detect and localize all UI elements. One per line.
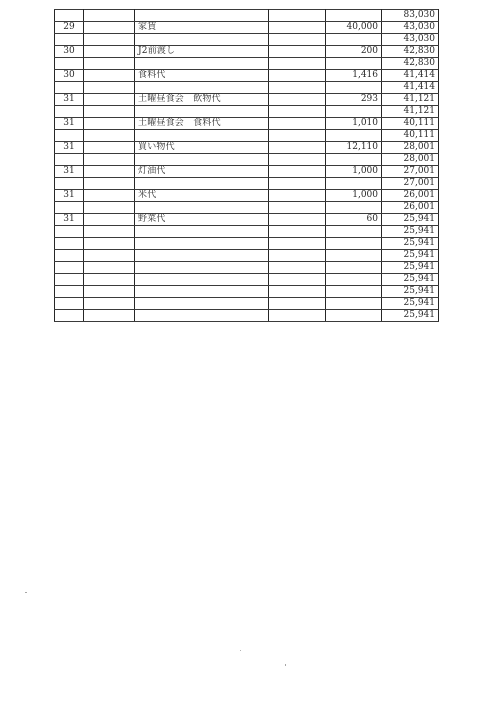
ledger-blank-cell	[269, 106, 326, 118]
ledger-blank-cell	[84, 226, 135, 238]
ledger-row	[55, 106, 439, 118]
ledger-balance-cell: 25,941	[382, 298, 439, 310]
ledger-date-cell: 31	[55, 166, 84, 178]
ledger-blank-cell	[84, 70, 135, 82]
ledger-date-cell	[55, 154, 84, 166]
ledger-amount-cell	[326, 262, 382, 274]
ledger-amount-cell: 60	[326, 214, 382, 226]
ledger-date-cell: 31	[55, 118, 84, 130]
ledger-balance-cell: 26,001	[382, 202, 439, 214]
ledger-amount-cell	[326, 298, 382, 310]
ledger-amount-cell	[326, 226, 382, 238]
ledger-amount-cell: 12,110	[326, 142, 382, 154]
ledger-row	[55, 46, 439, 58]
ledger-row	[55, 22, 439, 34]
ledger-description-cell	[135, 178, 269, 190]
ledger-blank-cell	[84, 82, 135, 94]
ledger-blank-cell	[84, 274, 135, 286]
ledger-date-cell: 31	[55, 142, 84, 154]
ledger-blank-cell	[269, 82, 326, 94]
ledger-blank-cell	[84, 154, 135, 166]
ledger-blank-cell	[84, 214, 135, 226]
ledger-amount-cell: 293	[326, 94, 382, 106]
ledger-row	[55, 70, 439, 82]
ledger-blank-cell	[269, 262, 326, 274]
ledger-blank-cell	[269, 238, 326, 250]
ledger-description-cell: 米代	[135, 190, 269, 202]
ledger-date-cell	[55, 34, 84, 46]
ledger-date-cell	[55, 10, 84, 22]
ledger-amount-cell	[326, 58, 382, 70]
ledger-blank-cell	[269, 166, 326, 178]
ledger-date-cell	[55, 178, 84, 190]
ledger-amount-cell: 1,010	[326, 118, 382, 130]
ledger-row	[55, 94, 439, 106]
ledger-description-cell	[135, 34, 269, 46]
ledger-balance-cell: 25,941	[382, 286, 439, 298]
ledger-description-cell: 食料代	[135, 70, 269, 82]
ledger-row	[55, 178, 439, 190]
ledger-table	[54, 9, 439, 322]
ledger-row	[55, 82, 439, 94]
ledger-date-cell: 31	[55, 94, 84, 106]
ledger-amount-cell	[326, 10, 382, 22]
ledger-row	[55, 310, 439, 322]
ledger-blank-cell	[84, 298, 135, 310]
ledger-row	[55, 10, 439, 22]
ledger-description-cell: 野菜代	[135, 214, 269, 226]
ledger-blank-cell	[269, 178, 326, 190]
ledger-description-cell	[135, 106, 269, 118]
ledger-blank-cell	[269, 118, 326, 130]
ledger-amount-cell	[326, 202, 382, 214]
ledger-row	[55, 298, 439, 310]
ledger-description-cell	[135, 250, 269, 262]
ledger-row	[55, 154, 439, 166]
ledger-blank-cell	[269, 10, 326, 22]
ledger-blank-cell	[269, 46, 326, 58]
ledger-date-cell: 31	[55, 190, 84, 202]
ledger-balance-cell: 41,121	[382, 94, 439, 106]
scan-speck	[240, 650, 241, 651]
ledger-blank-cell	[269, 310, 326, 322]
ledger-amount-cell	[326, 250, 382, 262]
ledger-blank-cell	[84, 94, 135, 106]
ledger-balance-cell: 43,030	[382, 22, 439, 34]
ledger-amount-cell: 1,000	[326, 166, 382, 178]
ledger-blank-cell	[269, 286, 326, 298]
ledger-description-cell	[135, 274, 269, 286]
ledger-amount-cell: 40,000	[326, 22, 382, 34]
ledger-balance-cell: 28,001	[382, 142, 439, 154]
ledger-row	[55, 238, 439, 250]
ledger-amount-cell	[326, 178, 382, 190]
ledger-balance-cell: 40,111	[382, 118, 439, 130]
ledger-row	[55, 118, 439, 130]
ledger-balance-cell: 41,414	[382, 70, 439, 82]
ledger-date-cell: 31	[55, 214, 84, 226]
ledger-description-cell: 土曜昼食会 飲物代	[135, 94, 269, 106]
scan-speck	[25, 592, 27, 593]
ledger-date-cell	[55, 130, 84, 142]
ledger-blank-cell	[269, 214, 326, 226]
ledger-balance-cell: 27,001	[382, 166, 439, 178]
ledger-blank-cell	[84, 178, 135, 190]
ledger-balance-cell: 42,830	[382, 58, 439, 70]
ledger-blank-cell	[84, 130, 135, 142]
ledger-body	[55, 10, 439, 322]
ledger-description-cell	[135, 130, 269, 142]
ledger-date-cell: 30	[55, 70, 84, 82]
ledger-amount-cell	[326, 82, 382, 94]
ledger-date-cell: 29	[55, 22, 84, 34]
ledger-date-cell	[55, 226, 84, 238]
ledger-balance-cell: 43,030	[382, 34, 439, 46]
ledger-row	[55, 142, 439, 154]
ledger-amount-cell	[326, 286, 382, 298]
ledger-amount-cell	[326, 238, 382, 250]
ledger-blank-cell	[269, 274, 326, 286]
ledger-amount-cell	[326, 274, 382, 286]
ledger-blank-cell	[269, 70, 326, 82]
ledger-amount-cell: 1,416	[326, 70, 382, 82]
ledger-blank-cell	[269, 298, 326, 310]
ledger-blank-cell	[84, 166, 135, 178]
ledger-date-cell: 30	[55, 46, 84, 58]
ledger-row	[55, 286, 439, 298]
ledger-balance-cell: 26,001	[382, 190, 439, 202]
ledger-date-cell	[55, 202, 84, 214]
ledger-row	[55, 274, 439, 286]
ledger-blank-cell	[84, 238, 135, 250]
ledger-row	[55, 214, 439, 226]
ledger-blank-cell	[269, 226, 326, 238]
ledger-amount-cell	[326, 106, 382, 118]
ledger-blank-cell	[269, 142, 326, 154]
ledger-balance-cell: 41,121	[382, 106, 439, 118]
ledger-description-cell: J2前渡し	[135, 46, 269, 58]
ledger-amount-cell	[326, 130, 382, 142]
ledger-date-cell	[55, 106, 84, 118]
ledger-date-cell	[55, 250, 84, 262]
ledger-amount-cell: 200	[326, 46, 382, 58]
ledger-blank-cell	[269, 94, 326, 106]
ledger-blank-cell	[84, 34, 135, 46]
ledger-balance-cell: 25,941	[382, 214, 439, 226]
ledger-amount-cell	[326, 310, 382, 322]
ledger-blank-cell	[269, 130, 326, 142]
ledger-balance-cell: 25,941	[382, 274, 439, 286]
ledger-blank-cell	[84, 10, 135, 22]
ledger-balance-cell: 27,001	[382, 178, 439, 190]
ledger-row	[55, 58, 439, 70]
ledger-blank-cell	[84, 58, 135, 70]
ledger-description-cell	[135, 82, 269, 94]
ledger-balance-cell: 83,030	[382, 10, 439, 22]
ledger-blank-cell	[84, 106, 135, 118]
ledger-row	[55, 250, 439, 262]
ledger-balance-cell: 25,941	[382, 262, 439, 274]
ledger-description-cell	[135, 154, 269, 166]
ledger-description-cell	[135, 286, 269, 298]
ledger-row	[55, 190, 439, 202]
ledger-description-cell	[135, 58, 269, 70]
ledger-description-cell	[135, 226, 269, 238]
ledger-date-cell	[55, 262, 84, 274]
ledger-balance-cell: 25,941	[382, 250, 439, 262]
ledger-description-cell	[135, 10, 269, 22]
ledger-description-cell: 土曜昼食会 食料代	[135, 118, 269, 130]
ledger-blank-cell	[269, 58, 326, 70]
ledger-row	[55, 202, 439, 214]
ledger-description-cell	[135, 202, 269, 214]
ledger-amount-cell: 1,000	[326, 190, 382, 202]
ledger-balance-cell: 42,830	[382, 46, 439, 58]
ledger-balance-cell: 40,111	[382, 130, 439, 142]
ledger-description-cell: 灯油代	[135, 166, 269, 178]
ledger-row	[55, 226, 439, 238]
ledger-row	[55, 262, 439, 274]
ledger-blank-cell	[84, 142, 135, 154]
ledger-description-cell	[135, 262, 269, 274]
ledger-balance-cell: 28,001	[382, 154, 439, 166]
ledger-amount-cell	[326, 154, 382, 166]
ledger-date-cell	[55, 274, 84, 286]
ledger-blank-cell	[84, 190, 135, 202]
ledger-description-cell: 家賃	[135, 22, 269, 34]
ledger-blank-cell	[269, 250, 326, 262]
ledger-date-cell	[55, 310, 84, 322]
ledger-balance-cell: 25,941	[382, 310, 439, 322]
ledger-balance-cell: 25,941	[382, 226, 439, 238]
ledger-date-cell	[55, 238, 84, 250]
ledger-blank-cell	[84, 46, 135, 58]
ledger-blank-cell	[269, 154, 326, 166]
scan-speck	[285, 664, 286, 666]
ledger-row	[55, 130, 439, 142]
ledger-date-cell	[55, 286, 84, 298]
ledger-description-cell	[135, 310, 269, 322]
ledger-row	[55, 34, 439, 46]
ledger-date-cell	[55, 58, 84, 70]
ledger-blank-cell	[84, 250, 135, 262]
ledger-blank-cell	[84, 262, 135, 274]
ledger-blank-cell	[269, 34, 326, 46]
ledger-blank-cell	[84, 286, 135, 298]
ledger-blank-cell	[84, 310, 135, 322]
ledger-description-cell: 買い物代	[135, 142, 269, 154]
ledger-date-cell	[55, 298, 84, 310]
ledger-description-cell	[135, 238, 269, 250]
ledger-blank-cell	[269, 202, 326, 214]
ledger-balance-cell: 41,414	[382, 82, 439, 94]
ledger-date-cell	[55, 82, 84, 94]
ledger-blank-cell	[269, 190, 326, 202]
ledger-balance-cell: 25,941	[382, 238, 439, 250]
ledger-row	[55, 166, 439, 178]
ledger-blank-cell	[84, 118, 135, 130]
ledger-description-cell	[135, 298, 269, 310]
ledger-amount-cell	[326, 34, 382, 46]
ledger-blank-cell	[84, 22, 135, 34]
ledger-blank-cell	[269, 22, 326, 34]
ledger-blank-cell	[84, 202, 135, 214]
